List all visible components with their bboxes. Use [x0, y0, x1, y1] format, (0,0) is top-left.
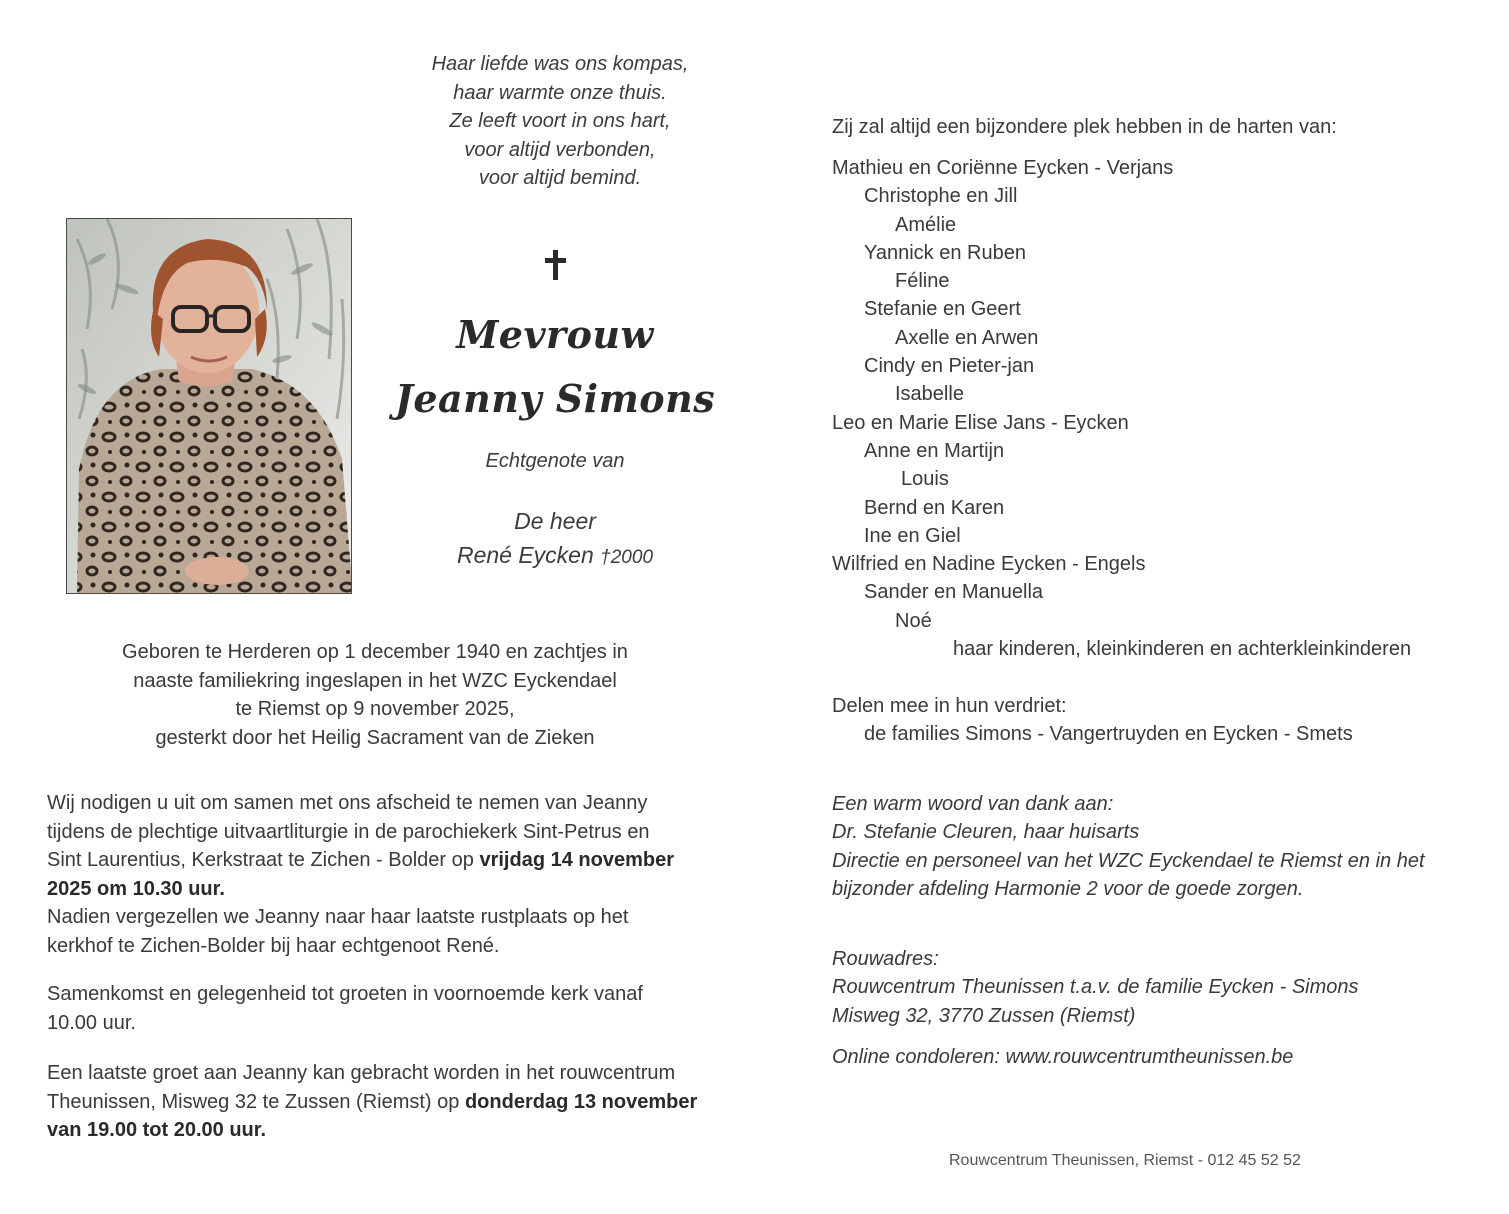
- invitation-paragraph: [47, 789, 747, 960]
- thanks-line: Directie en personeel van het WZC Eyckendael te Riemst en in het: [832, 849, 1425, 872]
- share-grief-label: Delen mee in hun verdriet:: [832, 695, 1067, 717]
- family-member: Féline: [895, 270, 950, 293]
- born-line: Geboren te Herderen op 1 december 1940 en zachtjes in: [122, 641, 628, 663]
- poem-line: voor altijd verbonden,: [464, 138, 656, 161]
- family-member: Noé: [895, 609, 932, 632]
- address-line: Misweg 32, 3770 Zussen (Riemst): [832, 1004, 1136, 1027]
- birth-death-text: [60, 638, 690, 752]
- born-line: te Riemst op 9 november 2025,: [235, 698, 515, 720]
- share-grief-families: de families Simons - Vangertruyden en Eycken - Smets: [864, 723, 1353, 746]
- invitation-line: tijdens de plechtige uitvaartliturgie in de parochiekerk Sint-Petrus en: [47, 820, 650, 843]
- family-member: Leo en Marie Elise Jans - Eycken: [832, 411, 1129, 434]
- invitation-line: [47, 875, 747, 904]
- family-intro: Zij zal altijd een bijzondere plek hebben in de harten van:: [832, 116, 1337, 138]
- poem-line: Haar liefde was ons kompas,: [431, 53, 689, 75]
- share-grief: [832, 692, 1472, 749]
- poem-line: Ze leeft voort in ons hart,: [449, 110, 671, 132]
- last-greeting-paragraph: [47, 1059, 747, 1145]
- poem-line: haar warmte onze thuis.: [453, 81, 667, 104]
- title-mevrouw: Mevrouw: [456, 312, 654, 357]
- footer-funeral-home: Rouwcentrum Theunissen, Riemst - 012 45 52 52: [949, 1152, 1301, 1169]
- family-list: [832, 154, 1472, 635]
- family-summary: haar kinderen, kleinkinderen en achterkleinkinderen: [953, 638, 1412, 660]
- invitation-line: Nadien vergezellen we Jeanny naar haar laatste rustplaats op het: [47, 906, 629, 928]
- thanks-line: bijzonder afdeling Harmonie 2 voor de goede zorgen.: [832, 877, 1304, 900]
- family-member: Axelle en Arwen: [895, 326, 1039, 349]
- family-member: Christophe en Jill: [864, 185, 1018, 208]
- greeting-date: donderdag 13 november: [464, 1090, 698, 1113]
- thanks-line: Een warm woord van dank aan:: [832, 793, 1114, 815]
- funeral-time: 2025 om 10.30 uur.: [47, 877, 225, 900]
- family-member: Bernd en Karen: [864, 496, 1005, 519]
- portrait-illustration: [67, 219, 352, 594]
- greeting-line: [47, 1116, 747, 1145]
- gathering-line: 10.00 uur.: [47, 1011, 136, 1034]
- born-line: gesterkt door het Heilig Sacrament van de Zieken: [155, 726, 595, 749]
- cross-icon: [540, 248, 572, 282]
- invitation-line: kerkhof te Zichen-Bolder bij haar echtgenoot René.: [47, 934, 500, 957]
- family-member: Amélie: [895, 213, 957, 236]
- family-member: Isabelle: [895, 383, 964, 406]
- deceased-name: Jeanny Simons: [394, 376, 716, 421]
- greeting-line: [47, 1088, 747, 1117]
- spouse-line: [400, 542, 710, 569]
- greeting-time: van 19.00 tot 20.00 uur.: [47, 1119, 266, 1141]
- gathering-paragraph: [47, 980, 747, 1037]
- address-block: [832, 945, 1472, 1030]
- born-line: naaste familiekring ingeslapen in het WZC Eyckendael: [133, 669, 617, 692]
- spouse-death: †2000: [600, 547, 654, 568]
- poem: [330, 50, 790, 193]
- family-member: Louis: [901, 468, 949, 491]
- family-member: Yannick en Ruben: [864, 241, 1026, 264]
- portrait-photo: [66, 218, 352, 594]
- relation-label: Echtgenote van: [485, 450, 625, 472]
- thanks-line: Dr. Stefanie Cleuren, haar huisarts: [832, 821, 1140, 844]
- poem-line: voor altijd bemind.: [478, 167, 642, 189]
- gathering-line: Samenkomst en gelegenheid tot groeten in voornoemde kerk vanaf: [47, 983, 643, 1005]
- invitation-text: Sint Laurentius, Kerkstraat te Zichen - Bolder op: [47, 849, 480, 871]
- family-member: Cindy en Pieter-jan: [864, 355, 1035, 378]
- spouse-prefix: De heer: [514, 508, 596, 534]
- greeting-line: Een laatste groet aan Jeanny kan gebracht worden in het rouwcentrum: [47, 1062, 676, 1084]
- family-member: Anne en Martijn: [864, 439, 1005, 462]
- online-condolence: Online condoleren: www.rouwcentrumtheunissen.be: [832, 1046, 1294, 1068]
- family-member: Mathieu en Coriënne Eycken - Verjans: [832, 157, 1174, 179]
- funeral-date: vrijdag 14 november: [479, 849, 674, 871]
- spouse-name: René Eycken: [456, 542, 594, 568]
- family-member: Ine en Giel: [864, 524, 961, 547]
- family-member: Sander en Manuella: [864, 581, 1044, 604]
- address-line: Rouwadres:: [832, 948, 939, 970]
- family-member: Wilfried en Nadine Eycken - Engels: [832, 553, 1146, 576]
- address-line: Rouwcentrum Theunissen t.a.v. de familie Eycken - Simons: [832, 976, 1359, 999]
- greeting-text: Theunissen, Misweg 32 te Zussen (Riemst) op: [47, 1090, 465, 1113]
- thanks-block: [832, 790, 1472, 903]
- invitation-line: [47, 846, 747, 875]
- invitation-line: Wij nodigen u uit om samen met ons afscheid te nemen van Jeanny: [47, 792, 648, 814]
- family-member: Stefanie en Geert: [864, 298, 1021, 321]
